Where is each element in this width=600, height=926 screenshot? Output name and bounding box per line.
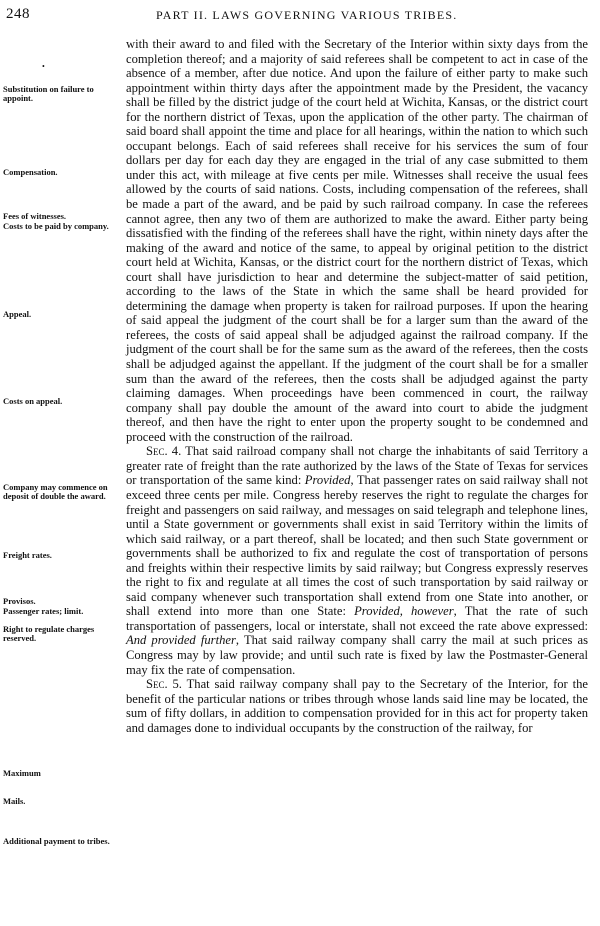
running-head: PART II. LAWS GOVERNING VARIOUS TRIBES. (156, 8, 458, 22)
margin-note-maximum: Maximum (3, 768, 41, 778)
margin-note-company-may-commence: Company may commence on deposit of double the award. (3, 482, 108, 501)
page-number: 248 (6, 6, 30, 22)
section-number: Sec. 5. (146, 677, 182, 692)
paragraph-section-5: Sec. 5. That said railway company shall pay to the Secretary of the Interior, for the benefit of the particular nations or tribes through whose lands said line may be located, the sum of fifty dollars, in addition to compensation provided for in this act for property taken and damages done to individual occupants by the construction of the railway, for (126, 677, 588, 735)
paragraph-continuation: with their award to and filed with the Secretary of the Interior within sixty days from the completion thereof; and a majority of said referees shall be competent to act in case of the absence of a member, after due notice. And upon the failure of either party to make such appointment within thirty days after the appointment made by the President, the vacancy shall be filled by the district judge of the court held at Wichita, Kansas, or the district court for the northern district of Texas, upon the application of the other party. The chairman of said board shall appoint the time and place for all hearings, within the nation to which such occupant belongs. Each of said referees shall receive for his services the sum of four dollars per day for each day they are engaged in the trial of any case submitted to them under this act, with mileage at five cents per mile. Witnesses shall receive the usual fees allowed by the courts of said nations. Costs, including compensation of the referees, shall be made a part of the award, and be paid by such railroad company. In case the referees cannot agree, then any two of them are authorized to make the award. Either party being dissatisfied with the finding of the referees shall have the right, within ninety days after the making of the award and notice of the same, to appeal by original petition to the district court held at Wichita, Kansas, or the district court for the northern district of Texas, which court shall have jurisdiction to hear and determine the subject-matter of said petition, according to the laws of the State in which the same shall be heard provided for determining the damage when property is taken for railroad purposes. If upon the hearing of said appeal the judgment of the court shall be for a larger sum than the award of the referees, the costs of said appeal shall be adjudged against the railroad company. If the judgment of the court shall be for the same sum as the award of the referees, then the costs shall be adjudged against the appellant. If the judgment of the court shall be for a smaller sum than the award of the referees, then the costs shall be adjudged against the party claiming damages. When proceedings have been commenced in court, the railway company shall pay double the amount of the award into court to abide the judgment thereof, and then have the right to enter upon the property sought to be condemned and proceed with the construction of the railroad. (126, 37, 588, 444)
body-text (126, 37, 588, 735)
margin-note-compensation: Compensation. (3, 167, 58, 177)
margin-note-freight-rates: Freight rates. (3, 550, 52, 560)
margin-note-substitution: Substitution on failure to appoint. (3, 84, 94, 103)
margin-note-additional-payment: Additional payment to tribes. (3, 836, 110, 846)
margin-note-provisos: Provisos. (3, 596, 36, 606)
section-number: Sec. 4. (146, 444, 182, 459)
margin-note-appeal: Appeal. (3, 309, 32, 319)
margin-note-costs-on-appeal: Costs on appeal. (3, 396, 63, 406)
paragraph-section-4: Sec. 4. That said railroad company shall not charge the inhabitants of said Territory a greater rate of freight than the rate authorized by the laws of the State of Texas for services or transportation of the same kind: Provided, That passenger rates on said railway shall not exceed three cents per mile. Congress hereby reserves the right to regulate the charges for freight and passengers on said railway, and messages on said telegraph and telephone lines, until a State government or governments shall exist in said Territory within the limits of which said railway, or a part thereof, shall be located; and then such State government or governments shall be authorized to fix and regulate the cost of transportation of persons and freights within their respective limits by said railway; but Congress expressly reserves the right to fix and regulate at all times the cost of such transportation by said railway or said company whenever such transportation shall extend from one State into another, or shall extend into more than one State: Provided, however, That the rate of such transportation of passengers, local or interstate, shall not exceed the rate above expressed: And provided further, That said railway company shall carry the mail at such prices as Congress may by law provide; and until such rate is fixed by law the Postmaster-General may fix the rate of compensation. (126, 444, 588, 677)
margin-note-fees-of-witnesses: Fees of witnesses. (3, 211, 67, 221)
margin-note-costs-paid-by-company: Costs to be paid by company. (3, 221, 109, 231)
margin-note-passenger-rates: Passenger rates; limit. (3, 606, 84, 616)
page-header (6, 6, 594, 26)
bullet-dot: • (42, 62, 45, 71)
margin-note-right-to-regulate: Right to regulate charges reserved. (3, 624, 95, 643)
margin-note-mails: Mails. (3, 796, 26, 806)
